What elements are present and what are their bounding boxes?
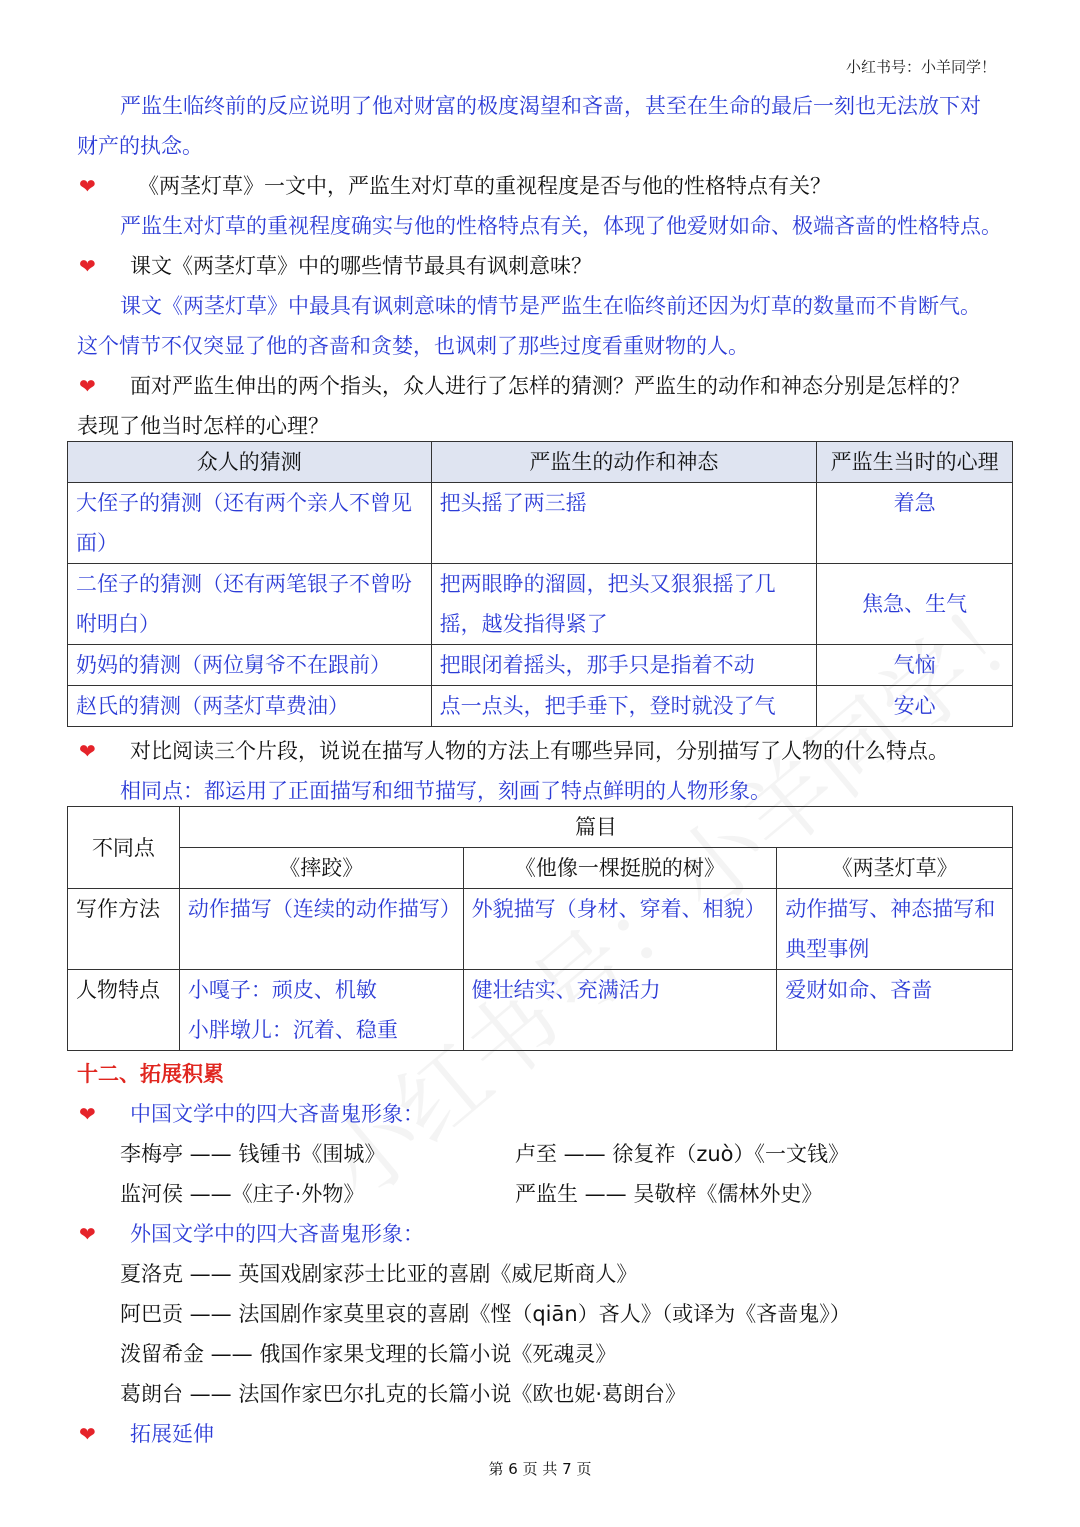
- answer-text: 严监生对灯草的重视程度确实与他的性格特点有关，体现了他爱财如命、极端吝啬的性格特点。: [120, 214, 1002, 238]
- list-item: 卢至 —— 徐复祚（zuò）《一文钱》: [515, 1142, 850, 1166]
- answer-text: 这个情节不仅突显了他的吝啬和贪婪，也讽刺了那些过度看重财物的人。: [77, 334, 749, 358]
- action-cell: 把眼闭着摇头，那手只是指着不动: [431, 645, 817, 686]
- list-item: 夏洛克 —— 英国戏剧家莎士比亚的喜剧《威尼斯商人》: [120, 1262, 638, 1286]
- guess-cell: 二侄子的猜测（还有两笔银子不曾吩 咐明白）: [68, 564, 432, 645]
- guess-cell: 赵氏的猜测（两茎灯草费油）: [68, 686, 432, 727]
- question-text: 表现了他当时怎样的心理？: [77, 414, 329, 438]
- subsection-title: 中国文学中的四大吝啬鬼形象：: [130, 1102, 424, 1126]
- table-header: 严监生当时的心理: [817, 442, 1013, 483]
- table-cell: 爱财如命、吝啬: [777, 970, 1013, 1051]
- table-row: [68, 564, 1013, 645]
- heart-icon: ❤: [79, 1102, 96, 1126]
- list-item: 李梅亭 —— 钱锺书《围城》: [120, 1142, 386, 1166]
- question-text: 《两茎灯草》一文中，严监生对灯草的重视程度是否与他的性格特点有关？: [138, 174, 831, 198]
- subsection-title: 外国文学中的四大吝啬鬼形象：: [130, 1222, 424, 1246]
- table-row: [68, 889, 1013, 970]
- mind-cell: 气恼: [817, 645, 1013, 686]
- account-header: 小红书号：小羊同学！: [845, 58, 996, 76]
- list-item: 监河侯 ——《庄子·外物》: [120, 1182, 365, 1206]
- page-footer: 第 6 页 共 7 页: [488, 1460, 592, 1478]
- list-item: 阿巴贡 —— 法国剧作家莫里哀的喜剧《悭（qiān）吝人》（或译为《吝啬鬼》）: [120, 1302, 851, 1326]
- table-cell: 小嘎子：顽皮、机敏 小胖墩儿：沉着、稳重: [179, 970, 463, 1051]
- mind-cell: 焦急、生气: [817, 564, 1013, 645]
- action-cell: 点一点头，把手垂下，登时就没了气: [431, 686, 817, 727]
- action-cell: 把头摇了两三摇: [431, 483, 817, 564]
- heart-icon: ❤: [79, 739, 96, 763]
- col-header: 《摔跤》: [179, 848, 463, 889]
- table-cell: 健壮结实、充满活力: [463, 970, 777, 1051]
- action-cell: 把两眼睁的溜圆，把头又狠狠摇了几 摇，越发指得紧了: [431, 564, 817, 645]
- question-text: 对比阅读三个片段，说说在描写人物的方法上有哪些异同，分别描写了人物的什么特点。: [130, 739, 949, 763]
- heart-icon: ❤: [79, 374, 96, 398]
- compare-table: [67, 806, 1013, 1051]
- heart-icon: ❤: [79, 1222, 96, 1246]
- guess-cell: 大侄子的猜测（还有两个亲人不曾见 面）: [68, 483, 432, 564]
- mind-cell: 着急: [817, 483, 1013, 564]
- section-title: 十二、拓展积累: [77, 1062, 224, 1086]
- list-item: 葛朗台 —— 法国作家巴尔扎克的长篇小说《欧也妮·葛朗台》: [120, 1382, 687, 1406]
- heart-icon: ❤: [79, 254, 96, 278]
- answer-text: 相同点：都运用了正面描写和细节描写，刻画了特点鲜明的人物形象。: [120, 779, 771, 803]
- answer-text: 严监生临终前的反应说明了他对财富的极度渴望和吝啬，甚至在生命的最后一刻也无法放下对: [120, 94, 981, 118]
- heart-icon: ❤: [79, 1422, 96, 1446]
- row-label: 写作方法: [68, 889, 180, 970]
- table-header-row: [68, 848, 1013, 889]
- heart-icon: ❤: [79, 174, 96, 198]
- guess-table: [67, 441, 1013, 727]
- col-header: 《他像一棵挺脱的树》: [463, 848, 777, 889]
- table-header: 众人的猜测: [68, 442, 432, 483]
- table-row: [68, 686, 1013, 727]
- list-item: 泼留希金 —— 俄国作家果戈理的长篇小说《死魂灵》: [120, 1342, 617, 1366]
- mind-cell: 安心: [817, 686, 1013, 727]
- table-cell: 动作描写、神态描写和 典型事例: [777, 889, 1013, 970]
- table-row: [68, 645, 1013, 686]
- corner-cell: 不同点: [68, 807, 180, 889]
- group-header: 篇目: [179, 807, 1012, 848]
- row-label: 人物特点: [68, 970, 180, 1051]
- table-row: [68, 483, 1013, 564]
- list-item: 严监生 —— 吴敬梓《儒林外史》: [515, 1182, 823, 1206]
- table-cell: 外貌描写（身材、穿着、相貌）: [463, 889, 777, 970]
- subsection-title: 拓展延伸: [130, 1422, 214, 1446]
- col-header: 《两茎灯草》: [777, 848, 1013, 889]
- table-row: [68, 970, 1013, 1051]
- table-cell: 动作描写（连续的动作描写）: [179, 889, 463, 970]
- table-header-row: [68, 442, 1013, 483]
- answer-text: 课文《两茎灯草》中最具有讽刺意味的情节是严监生在临终前还因为灯草的数量而不肯断气。: [120, 294, 981, 318]
- question-text: 课文《两茎灯草》中的哪些情节最具有讽刺意味？: [130, 254, 592, 278]
- guess-cell: 奶妈的猜测（两位舅爷不在跟前）: [68, 645, 432, 686]
- question-text: 面对严监生伸出的两个指头，众人进行了怎样的猜测？严监生的动作和神态分别是怎样的？: [130, 374, 970, 398]
- table-header: 严监生的动作和神态: [431, 442, 817, 483]
- answer-text: 财产的执念。: [77, 134, 203, 158]
